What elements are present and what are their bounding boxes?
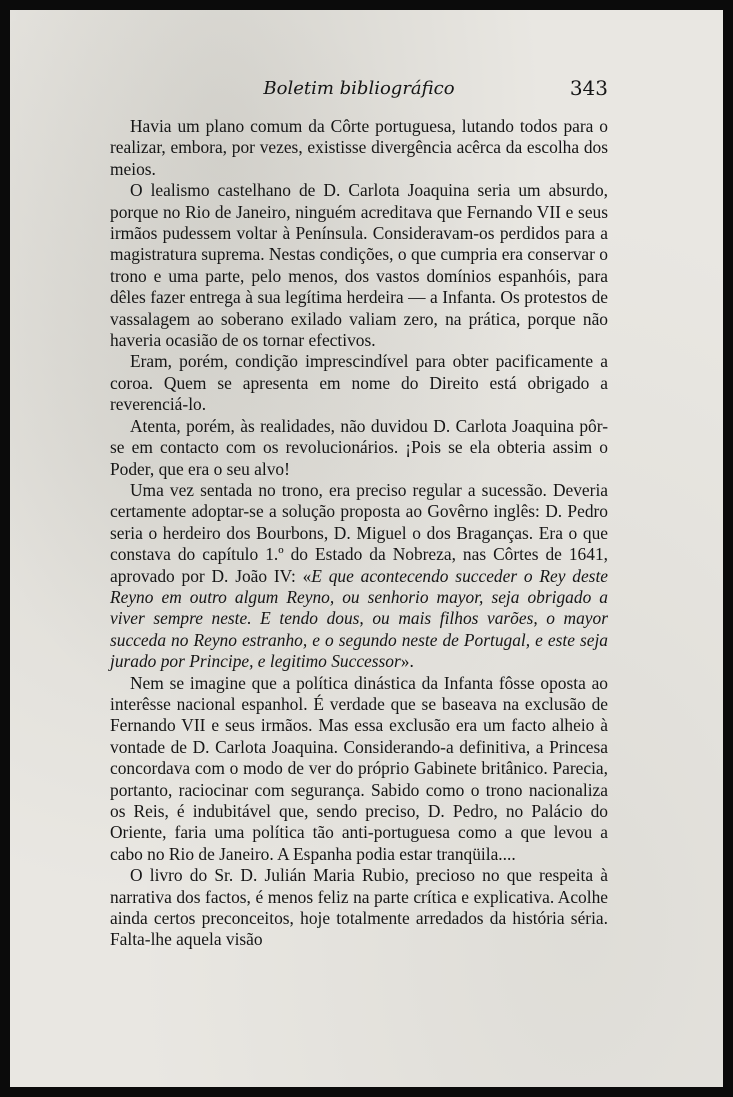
- page-header: [110, 74, 608, 106]
- paragraph-5-text: Uma vez sentada no trono, era preciso regular a sucessão. Deveria certamente adoptar-se a solução proposta ao Govêrno inglês: D. Pedro seria o herdeiro dos Bourbons, D. Miguel o dos Braganças. Era o que constava do capítulo 1.º do Estado da Nobreza, nas Côrtes de 1641, aprovado por D. João IV: «: [110, 479, 608, 586]
- paragraph-6: Nem se imagine que a política dinástica da Infanta fôsse oposta ao interêsse nacional espanhol. É verdade que se baseava na exclusão de Fernando VII e seus irmãos. Mas essa exclusão era um facto alheio à vontade de D. Carlota Joaquina. Considerando-a definitiva, a Princesa concordava com o modo de ver do próprio Gabinete britânico. Parecia, portanto, raciocinar com segurança. Sabido como o trono nacionaliza os Reis, é indubitável que, sendo preciso, D. Pedro, no Palácio do Oriente, faria uma política tão anti-portuguesa como a que levou a cabo no Rio de Janeiro. A Espanha podia estar tranqüila....: [110, 672, 608, 864]
- paragraph-5: [110, 480, 608, 673]
- page-number: 343: [569, 76, 608, 100]
- paragraph-7: O livro do Sr. D. Julián Maria Rubio, precioso no que respeita à narrativa dos factos, é menos feliz na parte crítica e explicativa. Acolhe ainda certos preconceitos, hoje totalmente arredados da história séria. Falta-lhe aquela visão: [110, 865, 608, 950]
- body-text: [110, 116, 608, 951]
- paragraph-4: Atenta, porém, às realidades, não duvidou D. Carlota Joaquina pôr-se em contacto com os revolucionários. ¡Pois se ela obteria assim o Poder, que era o seu alvo!: [110, 415, 608, 479]
- running-title: Boletim bibliográfico: [263, 78, 455, 99]
- paragraph-3: Eram, porém, condição imprescindível para obter pacificamente a coroa. Quem se apresenta em nome do Direito está obrigado a reverenciá-lo.: [110, 351, 608, 415]
- paragraph-1: Havia um plano comum da Côrte portuguesa, lutando todos para o realizar, embora, por vezes, existisse divergência acêrca da escolha dos meios.: [110, 116, 608, 179]
- paragraph-5-quote: E que acontecendo succeder o Rey deste Reyno em outro algum Reyno, ou senhorio mayor, seja obrigado a viver sempre neste. E tendo dous, ou mais filhos varões, o mayor succeda no Reyno estranho, e o segundo neste de Portugal, e este seja jurado por Principe, e legitimo Successor: [110, 565, 608, 672]
- paragraph-5-after: ».: [400, 651, 414, 672]
- book-page: [10, 10, 723, 1087]
- paragraph-2: O lealismo castelhano de D. Carlota Joaquina seria um absurdo, porque no Rio de Janeiro, ninguém acreditava que Fernando VII e seus irmãos pudessem voltar à Península. Consideravam-os perdidos para a magistratura suprema. Nestas condições, o que cumpria era conservar o trono e uma parte, pelo menos, dos vastos domínios espanhóis, para dêles fazer entrega à sua legítima herdeira — a Infanta. Os protestos de vassalagem ao soberano exilado valiam zero, na prática, porque não haveria ocasião de os tornar efectivos.: [110, 180, 608, 351]
